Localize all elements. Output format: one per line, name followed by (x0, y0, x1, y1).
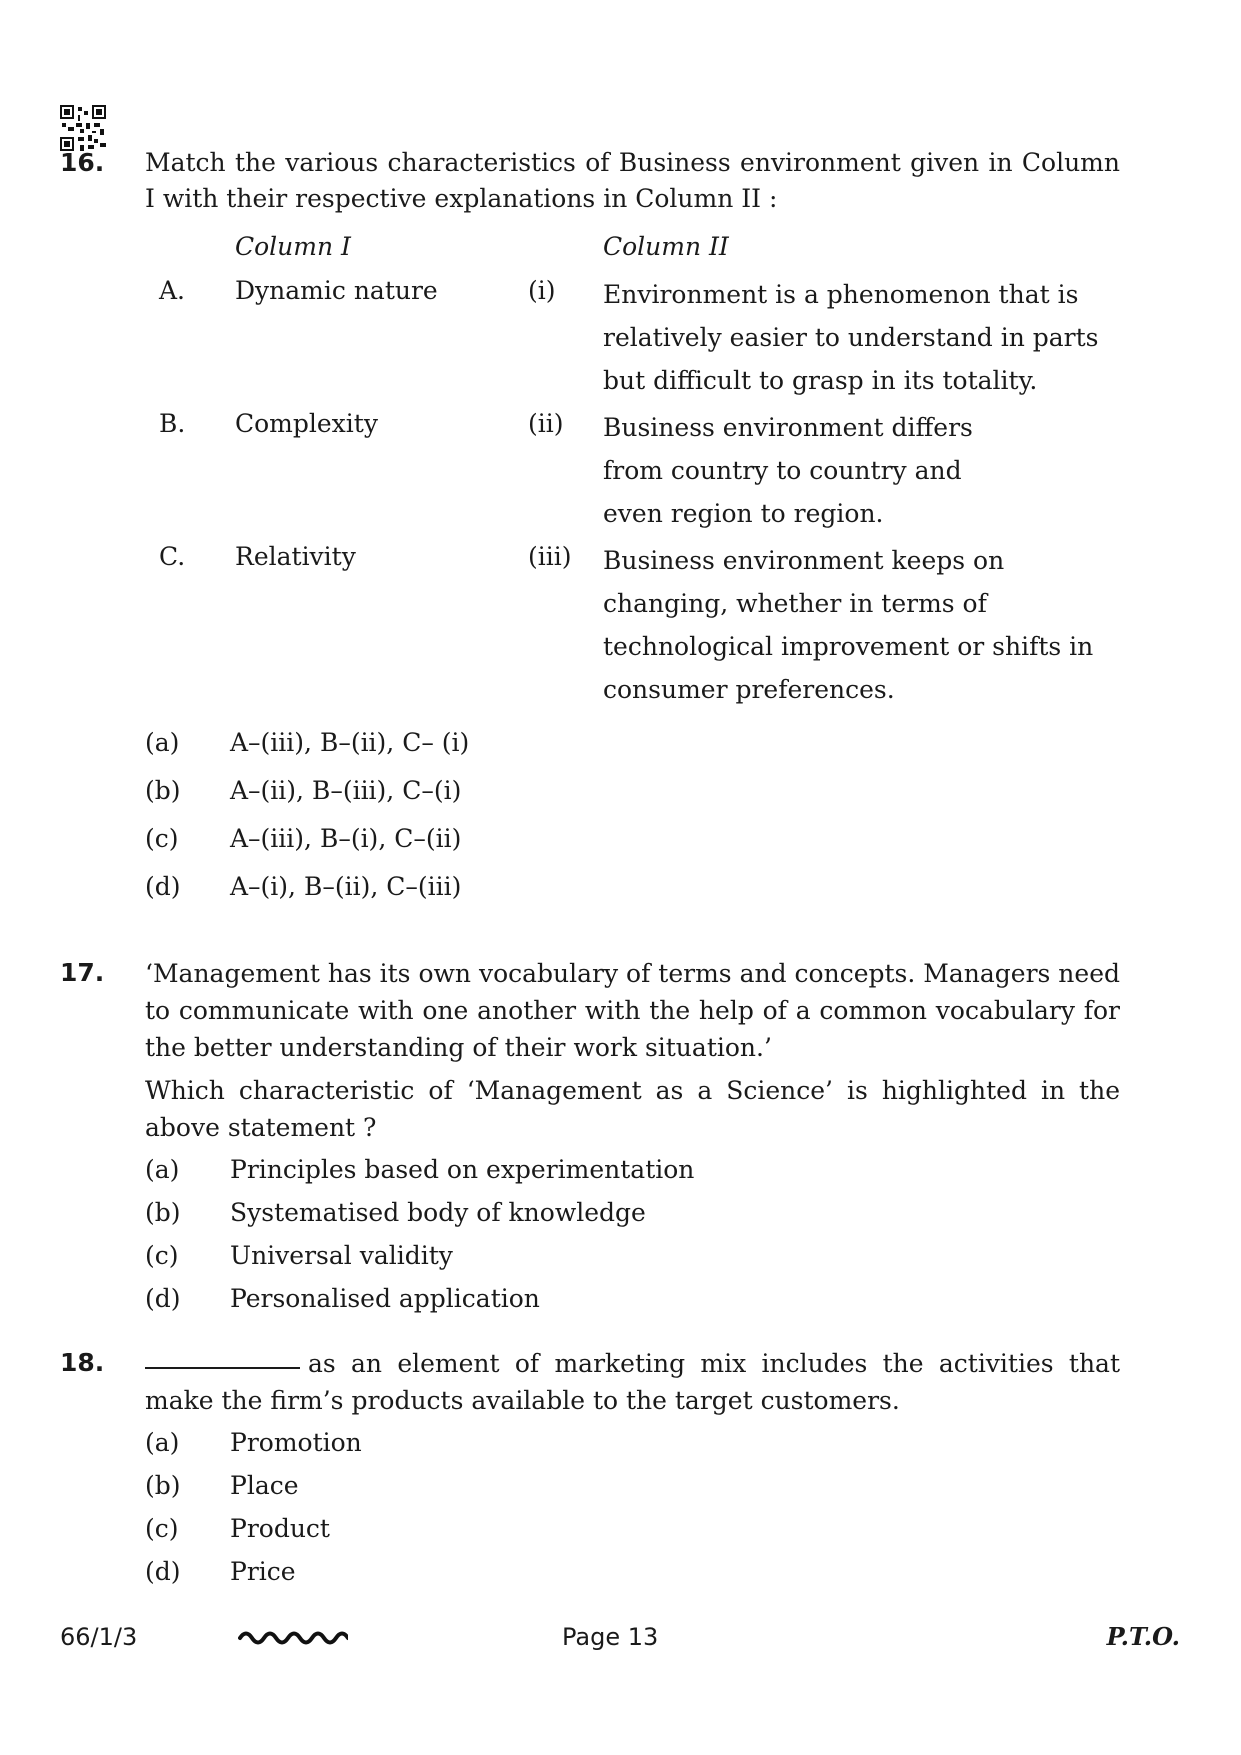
question-prompt (145, 1345, 1120, 1419)
option-c[interactable] (145, 1238, 1120, 1281)
question-body (145, 145, 1120, 711)
option-c[interactable] (145, 821, 1120, 869)
option-d[interactable] (145, 1554, 1120, 1597)
option-text: A–(iii), B–(i), C–(ii) (230, 824, 462, 853)
option-label: (d) (145, 1557, 181, 1586)
option-label: (c) (145, 1514, 179, 1543)
answer-options (145, 1152, 1120, 1324)
option-text: A–(i), B–(ii), C–(iii) (230, 872, 462, 901)
option-text: Systematised body of knowledge (230, 1198, 646, 1227)
question-18 (60, 1345, 1120, 1597)
column-i-title: Column I (235, 232, 351, 261)
option-text: Price (230, 1557, 296, 1586)
option-a[interactable] (145, 725, 1120, 773)
column-ii-title: Column II (603, 232, 729, 261)
option-text: A–(iii), B–(ii), C– (i) (230, 728, 470, 757)
column-i-item: Relativity (235, 542, 356, 571)
option-label: (a) (145, 1428, 180, 1457)
option-b[interactable] (145, 1468, 1120, 1511)
row-numeral: (iii) (528, 542, 572, 571)
match-row (145, 273, 1120, 402)
question-body (145, 955, 1120, 1146)
row-numeral: (ii) (528, 409, 564, 438)
option-text: Personalised application (230, 1284, 540, 1313)
question-number: 16. (60, 148, 105, 177)
question-number: 17. (60, 958, 105, 987)
answer-options (145, 1425, 1120, 1597)
option-text: Universal validity (230, 1241, 453, 1270)
column-i-item: Complexity (235, 409, 378, 438)
option-a[interactable] (145, 1425, 1120, 1468)
row-letter: B. (159, 409, 186, 438)
option-text: Principles based on experimentation (230, 1155, 695, 1184)
question-statement: ‘Management has its own vocabulary of terms and concepts. Managers need to communicate with one another with the help of a common vocabulary for the better understanding of their work situation.’ (145, 959, 1120, 1062)
fill-in-blank (145, 1355, 300, 1369)
question-text: as an element of marketing mix includes the activities that make the firm’s products available to the target customers. (145, 1349, 1120, 1415)
option-label: (a) (145, 728, 180, 757)
option-label: (b) (145, 1198, 181, 1227)
option-text: A–(ii), B–(iii), C–(i) (230, 776, 462, 805)
question-prompt: Match the various characteristics of Business environment given in Column I with their respective explanations in Column II : (145, 148, 1120, 213)
paper-code: 66/1/3 (60, 1623, 138, 1651)
option-d[interactable] (145, 1281, 1120, 1324)
please-turn-over: P.T.O. (1106, 1622, 1180, 1651)
option-c[interactable] (145, 1511, 1120, 1554)
option-label: (b) (145, 776, 181, 805)
column-ii-explanation: Environment is a phenomenon that is relatively easier to understand in parts but difficult to grasp in its totality. (603, 280, 1099, 395)
match-row (145, 539, 1120, 711)
option-label: (d) (145, 1284, 181, 1313)
answer-options (145, 725, 1120, 917)
column-ii-explanation: Business environment keeps on changing, whether in terms of technological improvement or shifts in consumer preferences. (603, 546, 1094, 704)
page-number: Page 13 (562, 1623, 659, 1651)
option-text: Product (230, 1514, 330, 1543)
option-label: (c) (145, 1241, 179, 1270)
option-a[interactable] (145, 1152, 1120, 1195)
match-row (145, 406, 1120, 535)
row-letter: C. (159, 542, 186, 571)
column-i-item: Dynamic nature (235, 276, 438, 305)
option-b[interactable] (145, 1195, 1120, 1238)
option-text: Promotion (230, 1428, 362, 1457)
question-body (145, 1345, 1120, 1419)
question-number: 18. (60, 1348, 105, 1377)
question-prompt: Which characteristic of ‘Management as a Science’ is highlighted in the above statement ? (145, 1076, 1120, 1142)
row-letter: A. (159, 276, 186, 305)
option-b[interactable] (145, 773, 1120, 821)
page-footer (60, 1620, 1180, 1660)
column-titles (145, 229, 1120, 273)
question-17 (60, 955, 1120, 1324)
option-label: (a) (145, 1155, 180, 1184)
option-label: (d) (145, 872, 181, 901)
wave-ornament-icon (238, 1626, 348, 1648)
option-d[interactable] (145, 869, 1120, 917)
option-text: Place (230, 1471, 299, 1500)
option-label: (b) (145, 1471, 181, 1500)
question-16 (60, 145, 1120, 917)
option-label: (c) (145, 824, 179, 853)
column-ii-explanation: Business environment differs from country to country and even region to region. (603, 413, 973, 528)
row-numeral: (i) (528, 276, 556, 305)
